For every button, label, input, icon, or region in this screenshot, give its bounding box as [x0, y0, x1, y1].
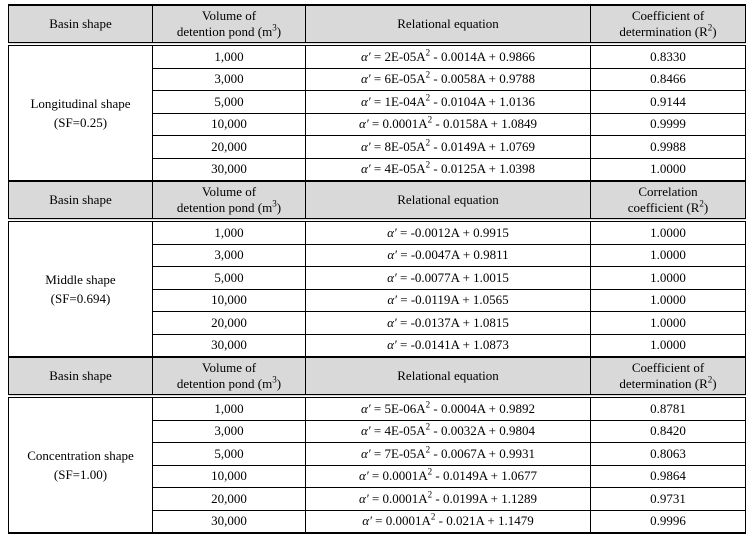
volume-cell: 30,000 — [153, 510, 306, 533]
col-header-volume: Volume of detention pond $(m^3)$ — [153, 181, 306, 220]
col-header-volume: Volume of detention pond $(m^3)$ — [153, 357, 306, 396]
equation-cell: $\alpha' = 6E-05A^2 - 0.0058A + 0.9788$ — [306, 68, 591, 91]
volume-cell: 30,000 — [153, 334, 306, 356]
volume-cell: 20,000 — [153, 488, 306, 511]
col-header-basin-shape: Basin shape — [9, 5, 153, 44]
equation-cell: α′ = -0.0141A + 1.0873 — [306, 334, 591, 356]
basin-shape-cell — [9, 44, 153, 180]
superscript: 2 — [699, 198, 704, 209]
superscript: 3 — [272, 22, 277, 33]
r2-cell: 0.9999 — [591, 113, 746, 136]
r2-cell: 1.0000 — [591, 267, 746, 290]
volume-cell: 20,000 — [153, 136, 306, 159]
section-table-middle — [8, 180, 746, 356]
superscript: 3 — [272, 374, 277, 385]
superscript: 3 — [272, 198, 277, 209]
equation-cell: $\alpha' = 1E-04A^2 - 0.0104A + 1.0136$ — [306, 91, 591, 114]
header-row — [9, 357, 746, 396]
basin-shape-sf: (SF=0.25) — [53, 115, 108, 130]
equation-cell: $\alpha' = 8E-05A^2 - 0.0149A + 1.0769$ — [306, 136, 591, 159]
volume-cell: 5,000 — [153, 267, 306, 290]
superscript: 2 — [425, 444, 431, 455]
volume-cell: 1,000 — [153, 396, 306, 420]
equation-cell: α′ = -0.0119A + 1.0565 — [306, 289, 591, 312]
col-header-r2: Coefficient of determination $(R^2)$ — [591, 5, 746, 44]
volume-cell: 20,000 — [153, 312, 306, 335]
r2-cell: 0.8420 — [591, 420, 746, 443]
equation-cell: $\alpha' = 0.0001A^2 - 0.021A + 1.1479$ — [306, 510, 591, 533]
col-header-equation: Relational equation — [306, 357, 591, 396]
basin-shape-cell — [9, 220, 153, 356]
superscript: 2 — [425, 399, 431, 410]
r2-cell: 0.8330 — [591, 44, 746, 68]
basin-shape-cell — [9, 396, 153, 533]
equation-cell: $\alpha' = 0.0001A^2 - 0.0149A + 1.0677$ — [306, 465, 591, 488]
equation-cell: α′ = -0.0077A + 1.0015 — [306, 267, 591, 290]
r2-cell: 1.0000 — [591, 334, 746, 356]
superscript: 2 — [425, 92, 431, 103]
section-table-longitudinal — [8, 4, 746, 180]
superscript: 2 — [427, 114, 433, 125]
superscript: 2 — [707, 22, 713, 33]
basin-shape-sf: (SF=0.694) — [50, 291, 111, 306]
superscript: 2 — [430, 511, 436, 522]
volume-cell: 1,000 — [153, 220, 306, 244]
col-header-basin-shape: Basin shape — [9, 181, 153, 220]
header-row — [9, 5, 746, 44]
superscript: 2 — [425, 137, 431, 148]
basin-shape-name: Concentration shape — [27, 447, 134, 463]
r2-cell: 0.8063 — [591, 443, 746, 466]
volume-cell: 30,000 — [153, 158, 306, 180]
equation-cell: α′ = -0.0012A + 0.9915 — [306, 220, 591, 244]
table-row — [9, 220, 746, 244]
section-table-concentration — [8, 356, 746, 534]
header-row — [9, 181, 746, 220]
r2-cell: 1.0000 — [591, 220, 746, 244]
col-header-volume: Volume of detention pond $(m^3)$ — [153, 5, 306, 44]
table-row — [9, 44, 746, 68]
equation-cell: $\alpha' = 0.0001A^2 - 0.0199A + 1.1289$ — [306, 488, 591, 511]
superscript: 2 — [425, 421, 431, 432]
equation-cell: $\alpha' = 7E-05A^2 - 0.0067A + 0.9931$ — [306, 443, 591, 466]
r2-cell: 1.0000 — [591, 312, 746, 335]
table-row — [9, 396, 746, 420]
col-header-equation: Relational equation — [306, 181, 591, 220]
r2-cell: 0.9144 — [591, 91, 746, 114]
superscript: 2 — [425, 159, 431, 170]
r2-cell: 1.0000 — [591, 244, 746, 267]
r2-cell: 0.8781 — [591, 396, 746, 420]
superscript: 2 — [425, 47, 431, 58]
r2-cell: 0.8466 — [591, 68, 746, 91]
volume-cell: 10,000 — [153, 465, 306, 488]
r2-cell: 0.9996 — [591, 510, 746, 533]
r2-cell: 0.9864 — [591, 465, 746, 488]
volume-cell: 3,000 — [153, 68, 306, 91]
r2-cell: 1.0000 — [591, 158, 746, 180]
r2-cell: 1.0000 — [591, 289, 746, 312]
equation-cell: $\alpha' = 5E-06A^2 - 0.0004A + 0.9892$ — [306, 396, 591, 420]
equation-cell: $\alpha' = 4E-05A^2 - 0.0032A + 0.9804$ — [306, 420, 591, 443]
basin-shape-name: Middle shape — [45, 271, 116, 287]
volume-cell: 1,000 — [153, 44, 306, 68]
equation-cell: α′ = -0.0047A + 0.9811 — [306, 244, 591, 267]
col-header-basin-shape: Basin shape — [9, 357, 153, 396]
equation-cell: $\alpha' = 0.0001A^2 - 0.0158A + 1.0849$ — [306, 113, 591, 136]
volume-cell: 10,000 — [153, 289, 306, 312]
superscript: 2 — [427, 489, 433, 500]
volume-cell: 3,000 — [153, 244, 306, 267]
equation-cell: $\alpha' = 4E-05A^2 - 0.0125A + 1.0398$ — [306, 158, 591, 180]
superscript: 2 — [707, 374, 713, 385]
volume-cell: 5,000 — [153, 443, 306, 466]
col-header-equation: Relational equation — [306, 5, 591, 44]
col-header-r2: Correlation coefficient $(R^2)$ — [591, 181, 746, 220]
equation-cell: α′ = -0.0137A + 1.0815 — [306, 312, 591, 335]
basin-shape-sf: (SF=1.00) — [53, 467, 108, 482]
superscript: 2 — [425, 69, 431, 80]
volume-cell: 10,000 — [153, 113, 306, 136]
col-header-r2: Coefficient of determination $(R^2)$ — [591, 357, 746, 396]
r2-cell: 0.9731 — [591, 488, 746, 511]
basin-shape-name: Longitudinal shape — [30, 95, 131, 111]
r2-cell: 0.9988 — [591, 136, 746, 159]
volume-cell: 5,000 — [153, 91, 306, 114]
volume-cell: 3,000 — [153, 420, 306, 443]
superscript: 2 — [427, 466, 433, 477]
equation-cell: $\alpha' = 2E-05A^2 - 0.0014A + 0.9866$ — [306, 44, 591, 68]
